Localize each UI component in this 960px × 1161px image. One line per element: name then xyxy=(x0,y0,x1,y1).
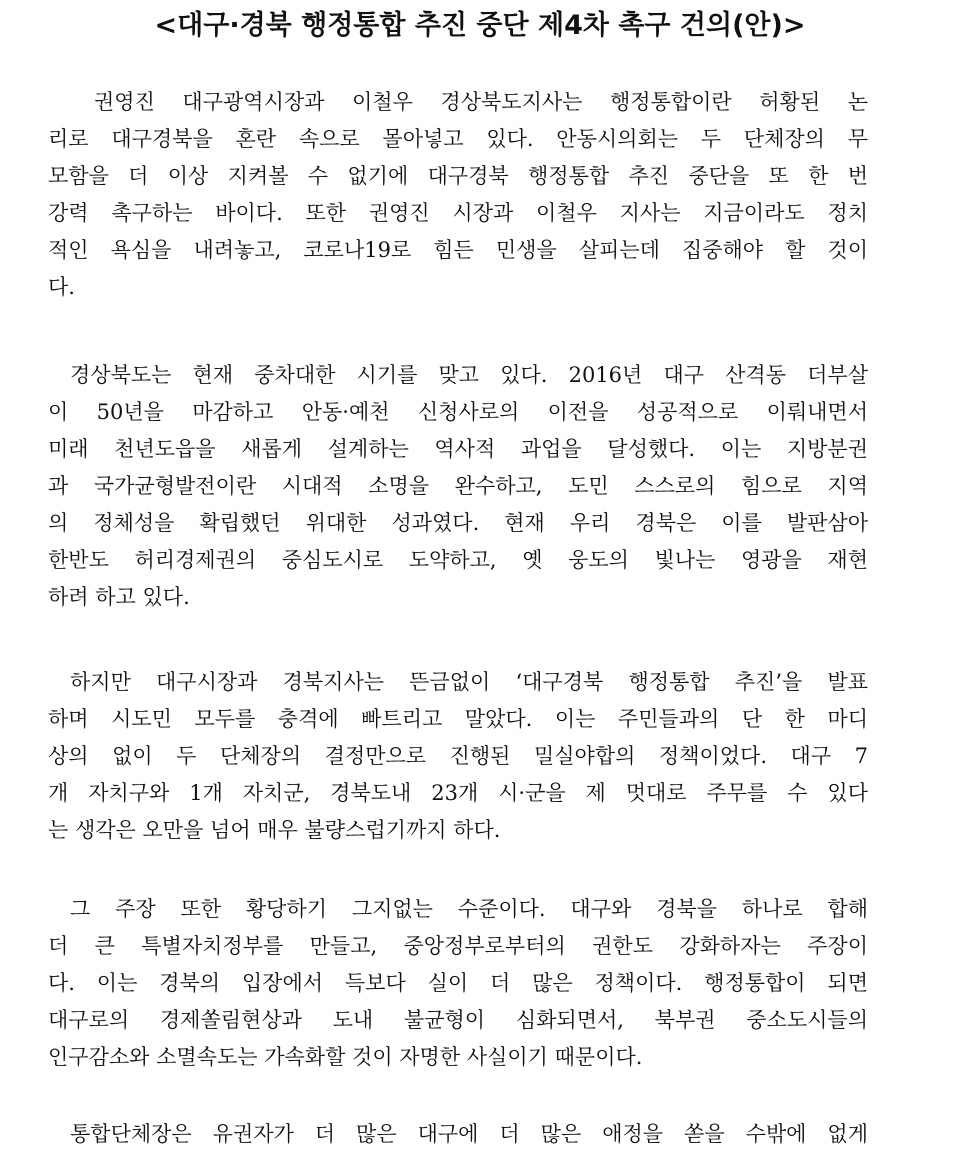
text-line: 이 50년을 마감하고 안동·예천 신청사로의 이전을 성공적으로 이뤄내면서 xyxy=(48,400,868,424)
text-line: 미래 천년도읍을 새롭게 설계하는 역사적 과업을 달성했다. 이는 지방분권 xyxy=(48,437,868,461)
text-line: 인구감소와 소멸속도는 가속화할 것이 자명한 사실이기 때문이다. xyxy=(48,1045,643,1069)
text-line: 그 주장 또한 황당하기 그지없는 수준이다. 대구와 경북을 하나로 합해 xyxy=(70,897,868,921)
text-line: 통합단체장은 유권자가 더 많은 대구에 더 많은 애정을 쏟을 수밖에 없게 xyxy=(70,1122,868,1146)
text-line: 리로 대구경북을 혼란 속으로 몰아넣고 있다. 안동시의회는 두 단체장의 무 xyxy=(48,127,868,151)
text-line: 경상북도는 현재 중차대한 시기를 맞고 있다. 2016년 대구 산격동 더부살 xyxy=(70,363,868,387)
text-line: 한반도 허리경제권의 중심도시로 도약하고, 옛 웅도의 빛나는 영광을 재현 xyxy=(48,548,868,572)
text-line: 대구로의 경제쏠림현상과 도내 불균형이 심화되면서, 북부권 중소도시들의 xyxy=(48,1008,868,1032)
document-title: <대구·경북 행정통합 추진 중단 제4차 촉구 건의(안)> xyxy=(154,10,806,41)
paragraph-2 xyxy=(48,357,868,616)
text-line: 다. 이는 경북의 입장에서 득보다 실이 더 많은 정책이다. 행정통합이 되면 xyxy=(48,971,868,995)
text-line: 강력 촉구하는 바이다. 또한 권영진 시장과 이철우 지사는 지금이라도 정치 xyxy=(48,201,868,225)
text-line: 권영진 대구광역시장과 이철우 경상북도지사는 행정통합이란 허황된 논 xyxy=(94,90,868,114)
text-line: 하려 하고 있다. xyxy=(48,585,190,609)
paragraph-4 xyxy=(48,891,868,1076)
text-line: 과 국가균형발전이란 시대적 소명을 완수하고, 도민 스스로의 힘으로 지역 xyxy=(48,474,868,498)
text-line: 다. xyxy=(48,275,75,299)
paragraph-1 xyxy=(48,84,868,306)
text-line: 는 생각은 오만을 넘어 매우 불량스럽기까지 하다. xyxy=(48,818,501,842)
text-line: 적인 욕심을 내려놓고, 코로나19로 힘든 민생을 살피는데 집중해야 할 것이 xyxy=(48,238,868,262)
text-line: 의 정체성을 확립했던 위대한 성과였다. 현재 우리 경북은 이를 발판삼아 xyxy=(48,511,868,535)
paragraph-5 xyxy=(48,1116,868,1153)
text-line: 하지만 대구시장과 경북지사는 뜬금없이 ‘대구경북 행정통합 추진’을 발표 xyxy=(70,670,868,694)
text-line: 더 큰 특별자치정부를 만들고, 중앙정부로부터의 권한도 강화하자는 주장이 xyxy=(48,934,868,958)
text-line: 하며 시도민 모두를 충격에 빠트리고 말았다. 이는 주민들과의 단 한 마디 xyxy=(48,707,868,731)
text-line: 개 자치구와 1개 자치군, 경북도내 23개 시·군을 제 멋대로 주무를 수 있다 xyxy=(48,781,868,805)
text-line: 모함을 더 이상 지켜볼 수 없기에 대구경북 행정통합 추진 중단을 또 한 번 xyxy=(48,164,868,188)
paragraph-3 xyxy=(48,664,868,849)
text-line: 상의 없이 두 단체장의 결정만으로 진행된 밀실야합의 정책이었다. 대구 7 xyxy=(48,744,868,768)
